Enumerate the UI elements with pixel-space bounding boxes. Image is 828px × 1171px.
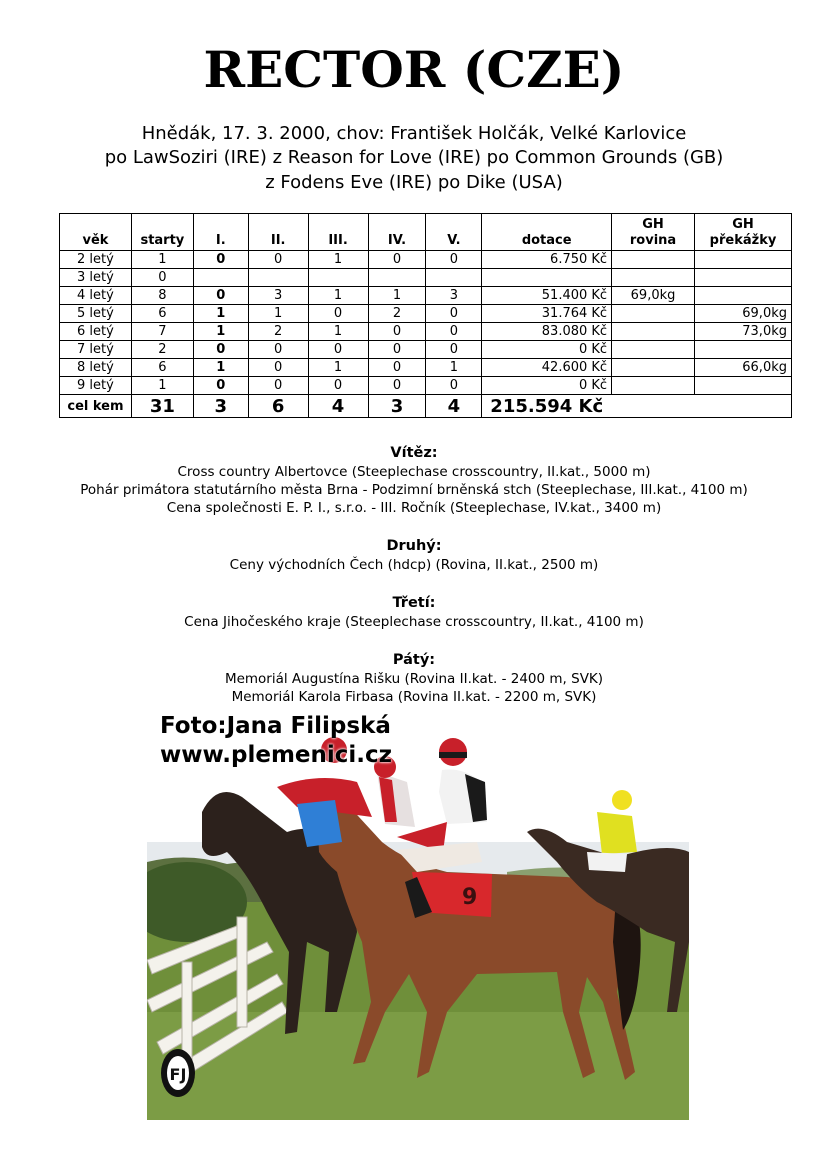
cell-gh-flat <box>612 377 695 395</box>
header-gh-jump-line2: překážky <box>709 233 777 248</box>
cell-place-2: 0 <box>248 251 308 269</box>
cell-place-1: 1 <box>193 359 248 377</box>
cell-gh-flat <box>612 359 695 377</box>
cell-prize: 83.080 Kč <box>482 323 612 341</box>
cell-age: 9 letý <box>60 377 132 395</box>
cell-place-4: 0 <box>368 359 426 377</box>
cell-prize: 42.600 Kč <box>482 359 612 377</box>
cell-place-5: 3 <box>426 287 482 305</box>
cell-place-4: 0 <box>368 341 426 359</box>
table-row <box>60 287 792 305</box>
cell-age: 3 letý <box>60 269 132 287</box>
photo-credit-name: Foto:Jana Filipská <box>160 713 391 739</box>
cell-age: 7 letý <box>60 341 132 359</box>
table-row <box>60 377 792 395</box>
total-place-4: 3 <box>368 395 426 418</box>
cell-place-2: 0 <box>248 377 308 395</box>
cell-gh-flat <box>612 341 695 359</box>
cell-place-1: 0 <box>193 287 248 305</box>
total-place-1: 3 <box>193 395 248 418</box>
cell-place-1 <box>193 269 248 287</box>
cell-gh-flat <box>612 305 695 323</box>
winner-race: Pohár primátora statutárního města Brna - Podzimní brněnská stch (Steeplechase, III.kat., 4100 m) <box>80 482 748 498</box>
table-row <box>60 341 792 359</box>
photographer-logo <box>161 1049 195 1097</box>
cell-starts: 1 <box>131 251 193 269</box>
total-place-5: 4 <box>426 395 482 418</box>
header-gh-jump-line1: GH <box>732 217 754 232</box>
cell-place-3: 1 <box>308 323 368 341</box>
photo-credit-url[interactable]: www.plemenici.cz <box>160 742 393 768</box>
total-place-2: 6 <box>248 395 308 418</box>
photo-credit <box>160 712 392 770</box>
total-label: cel kem <box>60 395 132 418</box>
cell-prize: 6.750 Kč <box>482 251 612 269</box>
cell-age: 2 letý <box>60 251 132 269</box>
cell-starts: 0 <box>131 269 193 287</box>
saddle-number: 9 <box>462 885 478 910</box>
cell-place-5: 0 <box>426 251 482 269</box>
cell-place-5: 0 <box>426 323 482 341</box>
table-total-row <box>60 395 792 418</box>
second-heading: Druhý: <box>386 538 442 554</box>
table-header-row <box>60 214 792 251</box>
header-age: věk <box>60 214 132 251</box>
header-gh-jump <box>694 214 791 251</box>
cell-place-1: 1 <box>193 305 248 323</box>
cell-place-3: 1 <box>308 287 368 305</box>
cell-place-3: 0 <box>308 341 368 359</box>
pedigree-line-2: po LawSoziri (IRE) z Reason for Love (IRE) po Common Grounds (GB) <box>104 147 724 168</box>
header-place-4: IV. <box>368 214 426 251</box>
cell-place-4: 1 <box>368 287 426 305</box>
cell-place-1: 0 <box>193 377 248 395</box>
cell-place-3: 1 <box>308 251 368 269</box>
cell-gh-jump <box>694 251 791 269</box>
cell-place-1: 0 <box>193 341 248 359</box>
fifth-race: Memoriál Karola Firbasa (Rovina II.kat. - 2200 m, SVK) <box>231 689 597 705</box>
cell-gh-jump <box>694 287 791 305</box>
cell-place-2: 2 <box>248 323 308 341</box>
cell-prize: 51.400 Kč <box>482 287 612 305</box>
header-gh-flat-line1: GH <box>642 217 664 232</box>
cell-age: 6 letý <box>60 323 132 341</box>
header-gh-flat-line2: rovina <box>629 233 677 248</box>
table-row <box>60 359 792 377</box>
table-row <box>60 251 792 269</box>
cell-place-3: 0 <box>308 377 368 395</box>
total-place-3: 4 <box>308 395 368 418</box>
third-heading: Třetí: <box>392 595 436 611</box>
total-prize: 215.594 Kč <box>482 395 792 418</box>
cell-gh-jump <box>694 341 791 359</box>
cell-place-3: 0 <box>308 305 368 323</box>
cell-gh-flat <box>612 269 695 287</box>
cell-starts: 6 <box>131 305 193 323</box>
winner-heading: Vítěz: <box>390 445 438 461</box>
cell-place-2: 1 <box>248 305 308 323</box>
cell-gh-jump: 73,0kg <box>694 323 791 341</box>
cell-place-5: 0 <box>426 377 482 395</box>
cell-place-2 <box>248 269 308 287</box>
results-section <box>0 443 828 706</box>
cell-place-4 <box>368 269 426 287</box>
cell-gh-jump <box>694 269 791 287</box>
cell-place-1: 1 <box>193 323 248 341</box>
cell-place-5: 0 <box>426 305 482 323</box>
pedigree-line-1: Hnědák, 17. 3. 2000, chov: František Holčák, Velké Karlovice <box>141 123 687 144</box>
header-place-1: I. <box>193 214 248 251</box>
cell-starts: 1 <box>131 377 193 395</box>
total-starts: 31 <box>131 395 193 418</box>
cell-place-2: 0 <box>248 359 308 377</box>
race-statistics-table <box>59 213 792 418</box>
cell-place-1: 0 <box>193 251 248 269</box>
pedigree-line-3: z Fodens Eve (IRE) po Dike (USA) <box>265 172 563 193</box>
header-starts: starty <box>131 214 193 251</box>
cell-prize: 0 Kč <box>482 377 612 395</box>
cell-prize <box>482 269 612 287</box>
cell-gh-flat <box>612 323 695 341</box>
cell-age: 4 letý <box>60 287 132 305</box>
cell-place-4: 2 <box>368 305 426 323</box>
cell-place-4: 0 <box>368 251 426 269</box>
cell-place-4: 0 <box>368 323 426 341</box>
cell-place-2: 0 <box>248 341 308 359</box>
cell-place-3 <box>308 269 368 287</box>
cell-place-3: 1 <box>308 359 368 377</box>
cell-place-5: 1 <box>426 359 482 377</box>
table-row <box>60 323 792 341</box>
cell-starts: 2 <box>131 341 193 359</box>
page-title: RECTOR (CZE) <box>203 40 625 99</box>
cell-age: 5 letý <box>60 305 132 323</box>
cell-place-4: 0 <box>368 377 426 395</box>
cell-place-5 <box>426 269 482 287</box>
header-place-3: III. <box>308 214 368 251</box>
cell-starts: 7 <box>131 323 193 341</box>
winner-race: Cross country Albertovce (Steeplechase crosscountry, II.kat., 5000 m) <box>177 464 651 480</box>
cell-place-2: 3 <box>248 287 308 305</box>
cell-gh-jump: 69,0kg <box>694 305 791 323</box>
header-place-2: II. <box>248 214 308 251</box>
header-prize: dotace <box>482 214 612 251</box>
header-gh-flat <box>612 214 695 251</box>
cell-gh-jump <box>694 377 791 395</box>
table-row <box>60 269 792 287</box>
cell-starts: 6 <box>131 359 193 377</box>
cell-prize: 31.764 Kč <box>482 305 612 323</box>
table-row <box>60 305 792 323</box>
cell-starts: 8 <box>131 287 193 305</box>
third-race: Cena Jihočeského kraje (Steeplechase crosscountry, II.kat., 4100 m) <box>184 614 644 630</box>
race-photo <box>147 712 689 1120</box>
cell-prize: 0 Kč <box>482 341 612 359</box>
cell-gh-flat: 69,0kg <box>612 287 695 305</box>
cell-gh-jump: 66,0kg <box>694 359 791 377</box>
fifth-heading: Pátý: <box>392 652 436 668</box>
cell-place-5: 0 <box>426 341 482 359</box>
logo-letters: FJ <box>169 1065 187 1084</box>
fifth-race: Memoriál Augustína Rišku (Rovina II.kat. - 2400 m, SVK) <box>224 671 604 687</box>
cell-age: 8 letý <box>60 359 132 377</box>
cell-gh-flat <box>612 251 695 269</box>
second-race: Ceny východních Čech (hdcp) (Rovina, II.kat., 2500 m) <box>229 557 599 573</box>
winner-race: Cena společnosti E. P. I., s.r.o. - III. Ročník (Steeplechase, IV.kat., 3400 m) <box>166 500 662 516</box>
header-place-5: V. <box>426 214 482 251</box>
